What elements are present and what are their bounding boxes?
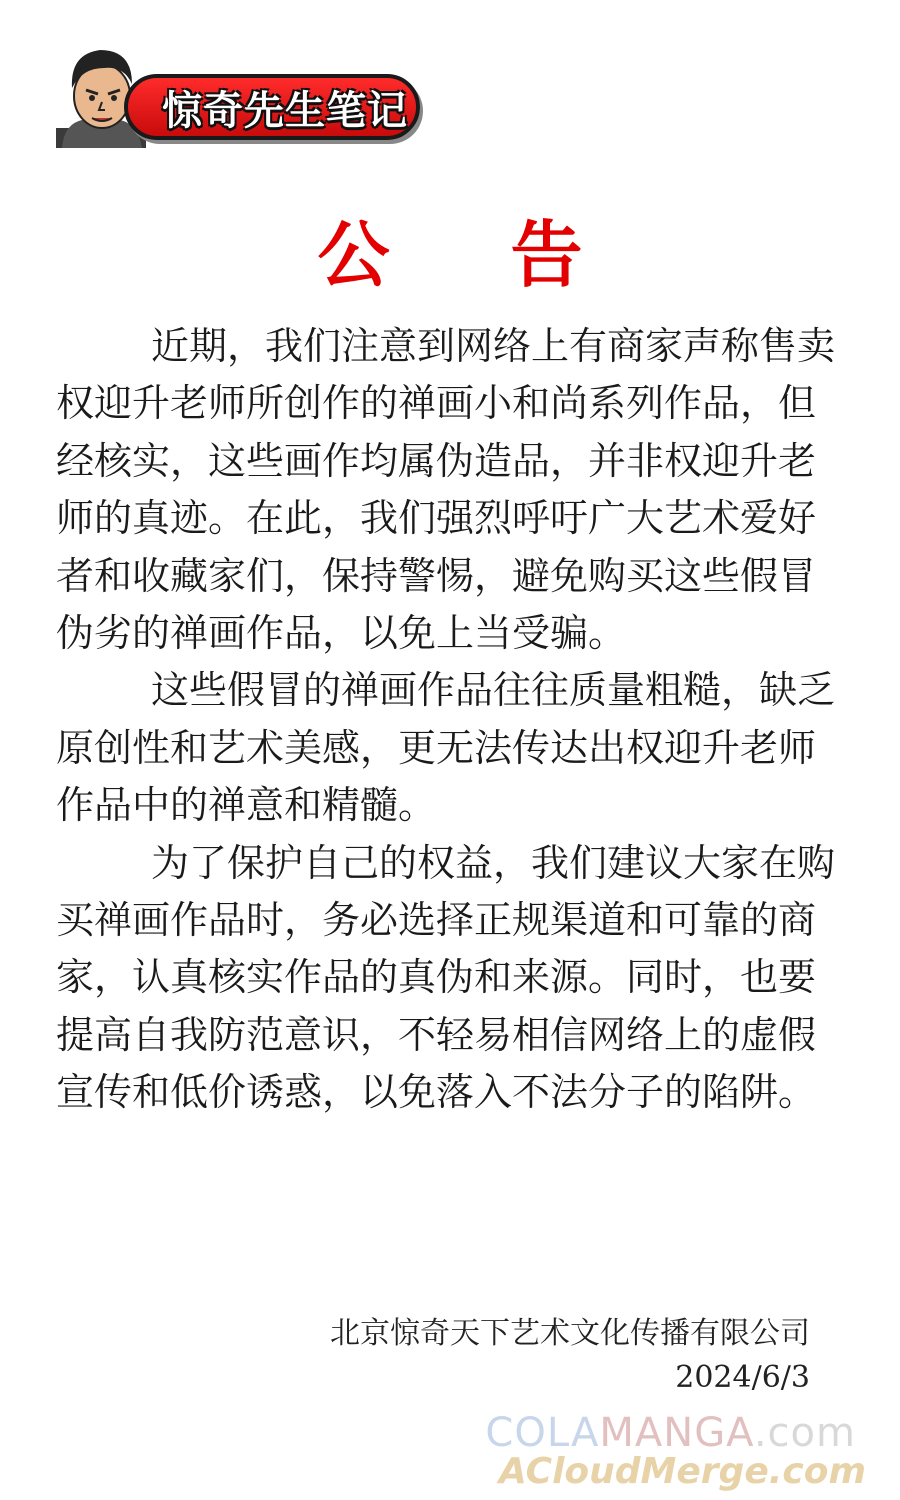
announcement-body [56, 318, 846, 1122]
watermark-com: .com [753, 1410, 856, 1456]
watermark-domain: ACloudMerge.com [498, 1451, 866, 1492]
comic-logo [52, 44, 422, 150]
logo-banner [124, 74, 420, 140]
company-name: 北京惊奇天下艺术文化传播有限公司 [330, 1316, 810, 1351]
site-watermark [456, 1410, 876, 1496]
watermark-manga: MANGA [599, 1410, 754, 1456]
issue-date: 2024/6/3 [675, 1360, 810, 1395]
watermark-cola: COLA [485, 1410, 600, 1456]
paragraph-2: 这些假冒的禅画作品往往质量粗糙，缺乏原创性和艺术美感，更无法传达出权迎升老师作品中的禅意和精髓。 [56, 668, 836, 828]
announcement-title: 公 告 [317, 212, 631, 297]
signature-block [330, 1312, 810, 1400]
logo-text: 惊奇先生笔记 [162, 87, 408, 134]
paragraph-3: 为了保护自己的权益，我们建议大家在购买禅画作品时，务必选择正规渠道和可靠的商家，认真核实作品的真伪和来源。同时，也要提高自我防范意识，不轻易相信网络上的虚假宣传和低价诱惑，以免落入不法分子的陷阱。 [56, 840, 836, 1115]
paragraph-1: 近期，我们注意到网络上有商家声称售卖权迎升老师所创作的禅画小和尚系列作品，但经核实，这些画作均属伪造品，并非权迎升老师的真迹。在此，我们强烈呼吁广大艺术爱好者和收藏家们，保持警惕，避免购买这些假冒伪劣的禅画作品，以免上当受骗。 [56, 324, 836, 656]
